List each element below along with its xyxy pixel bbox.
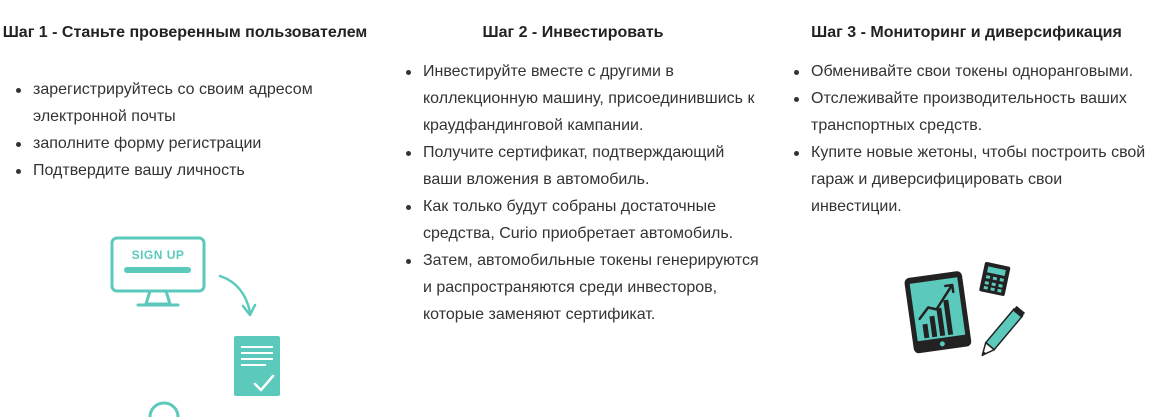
list-item: зарегистрируйтесь со своим адресом электронной почты	[12, 76, 357, 130]
list-item: Получите сертификат, подтверждающий ваши вложения в автомобиль.	[402, 139, 767, 193]
list-item: Инвестируйте вместе с другими в коллекционную машину, присоединившись к краудфандинговой кампании.	[402, 58, 767, 139]
list-item: Обменивайте свои токены одноранговыми.	[790, 58, 1155, 85]
step-1-list	[12, 76, 357, 184]
list-item: Купите новые жетоны, чтобы построить свой гараж и диверсифицировать свои инвестиции.	[790, 139, 1155, 220]
list-item: Как только будут собраны достаточные средства, Curio приобретает автомобиль.	[402, 193, 767, 247]
tablet-chart-calculator-pencil-icon	[900, 260, 1030, 370]
list-item: Подтвердите вашу личность	[12, 157, 357, 184]
list-item: заполните форму регистрации	[12, 130, 357, 157]
step-1-title: Шаг 1 - Станьте проверенным пользователем	[2, 24, 368, 41]
step-3-title: Шаг 3 - Мониторинг и диверсификация	[811, 24, 1122, 41]
step-3-list	[790, 58, 1155, 220]
step-2-list	[402, 58, 767, 328]
list-item: Отслеживайте производительность ваших транспортных средств.	[790, 85, 1155, 139]
step-2-title: Шаг 2 - Инвестировать	[482, 24, 664, 41]
signup-label: SIGN UP	[131, 248, 185, 262]
signup-monitor-icon	[104, 232, 294, 417]
list-item: Затем, автомобильные токены генерируются и распространяются среди инвесторов, которые заменяют сертификат.	[402, 247, 767, 328]
